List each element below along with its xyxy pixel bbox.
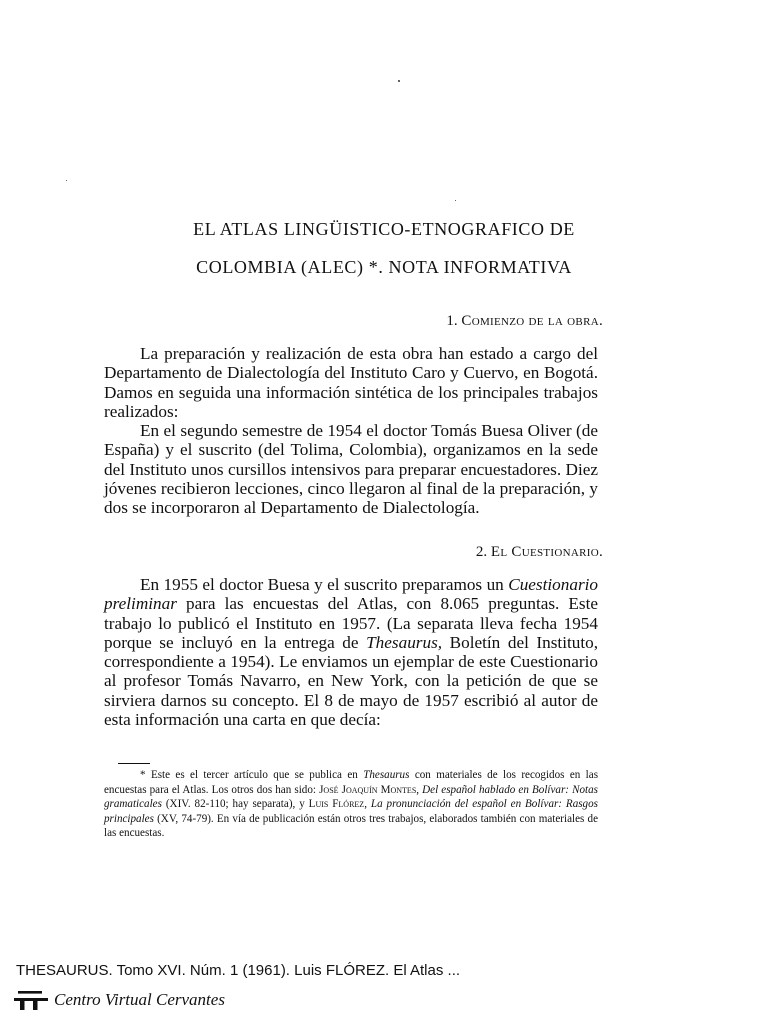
paragraph-text: En 1955 el doctor Buesa y el suscrito preparamos un bbox=[140, 575, 504, 594]
footnote-text: Este es el tercer artículo que se publica en bbox=[150, 769, 358, 781]
work-title: La pronunciación del español en Bolívar: Rasgos principales bbox=[104, 798, 598, 825]
journal-title: Thesaurus bbox=[363, 769, 410, 781]
body-paragraph bbox=[104, 575, 598, 729]
section-number: 1. bbox=[446, 313, 458, 329]
work-title: Del español hablado en Bolívar: Notas gramaticales bbox=[104, 783, 598, 811]
scan-speck bbox=[66, 180, 67, 181]
section-heading-1 bbox=[446, 313, 603, 330]
brand-name: Centro Virtual Cervantes bbox=[54, 990, 225, 1009]
article-title-line-2: COLOMBIA (ALEC) *. NOTA INFORMATIVA bbox=[196, 257, 572, 277]
footnote-marker: * bbox=[140, 769, 146, 781]
author-name: Luis Flórez, bbox=[308, 798, 367, 811]
author-name: José Joaquín Montes, bbox=[319, 783, 420, 796]
footnote-text: (XIV. 82-110; hay separata), y bbox=[165, 798, 305, 811]
paragraph-text: para las encuestas del Atlas, con 8.065 preguntas. Este trabajo lo publicó el Instituto en 1957. (La separata lleva fecha 1954 porque se incluyó en la entrega de bbox=[104, 594, 599, 652]
body-paragraph: En el segundo semestre de 1954 el doctor Tomás Buesa Oliver (de España) y el suscrito (del Tolima, Colombia), organizamos en la sede del Instituto unos cursillos intensivos para preparar encuestadores. Diez jóvenes recibieron lecciones, cinco llegaron al final de la preparación, y dos se incorporaron al Departamento de Dialectología. bbox=[104, 421, 598, 518]
footnote-text: (XV, 74-79). En vía de publicación están otros tres trabajos, elaborados también con materiales de las encuestas. bbox=[104, 812, 598, 840]
section-number: 2. bbox=[475, 544, 488, 560]
book-title: Cuestionario preliminar bbox=[104, 575, 599, 614]
journal-title: Thesaurus, bbox=[366, 632, 443, 652]
body-paragraph: La preparación y realización de esta obra han estado a cargo del Departamento de Dialectología del Instituto Caro y Cuervo, en Bogotá. Damos en seguida una información sintética de los principales trabajos realizados: bbox=[104, 344, 598, 421]
section-title: El Cuestionario. bbox=[490, 544, 603, 560]
paragraph-text: Boletín del Instituto, correspondiente a 1954). Le enviamos un ejemplar de este Cuestionario al profesor Tomás Navarro, en New York, con la petición de que se sirviera darnos su concepto. El 8 de mayo de 1957 escribió al autor de esta información una carta en que decía: bbox=[104, 632, 599, 730]
scan-speck bbox=[398, 80, 400, 82]
cvc-brand-link[interactable] bbox=[14, 987, 225, 1013]
footnote bbox=[104, 768, 598, 841]
section-heading-2 bbox=[476, 544, 603, 561]
scan-speck bbox=[455, 200, 456, 201]
article-title-line-1: EL ATLAS LINGÜISTICO-ETNOGRAFICO DE bbox=[193, 219, 575, 239]
cervantes-logo-icon bbox=[14, 989, 48, 1011]
footnote-divider bbox=[118, 763, 150, 764]
citation-link[interactable]: THESAURUS. Tomo XVI. Núm. 1 (1961). Luis FLÓREZ. El Atlas ... bbox=[16, 962, 461, 979]
section-title: Comienzo de la obra. bbox=[461, 313, 603, 329]
footnote-text: con materiales de los recogidos en las encuestas para el Atlas. Los otros dos han sido: bbox=[104, 769, 599, 796]
